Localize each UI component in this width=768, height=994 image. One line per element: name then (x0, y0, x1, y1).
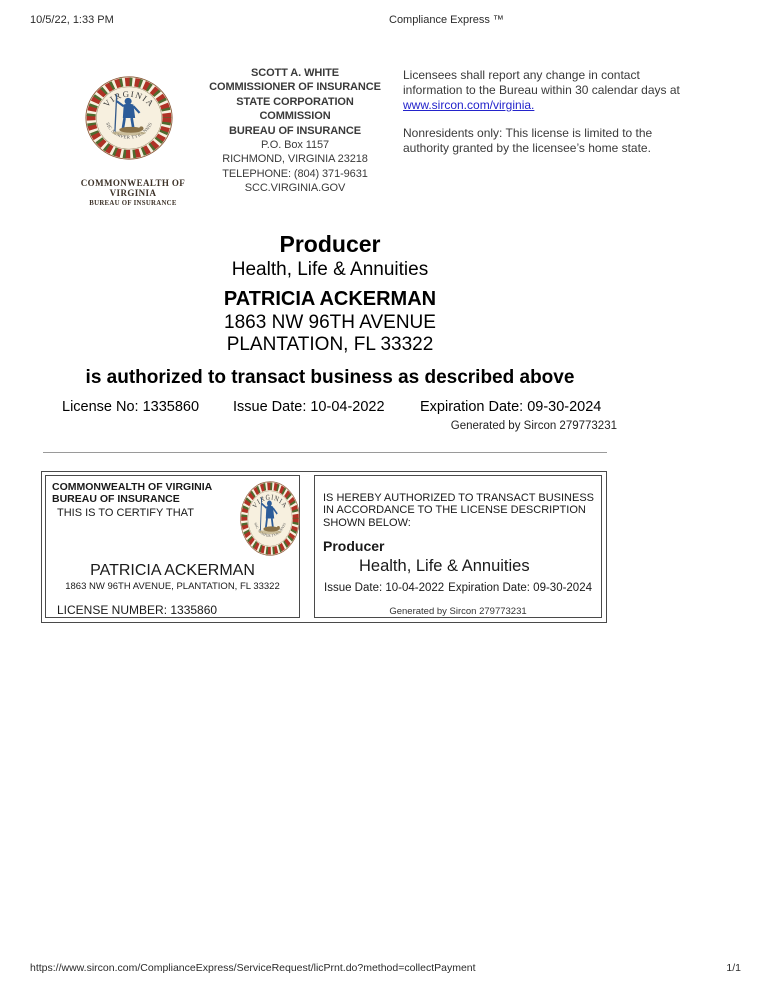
license-body (33, 231, 627, 389)
authorization-statement: is authorized to transact business as described above (85, 367, 575, 388)
footer-url: https://www.sircon.com/ComplianceExpress/ServiceRequest/licPrnt.do?method=collectPayment (30, 962, 476, 974)
commissioner-line: COMMISSIONER OF INSURANCE (209, 81, 381, 94)
card-auth-line: IS HEREBY AUTHORIZED TO TRANSACT BUSINESS (323, 492, 594, 504)
commissioner-line: RICHMOND, VIRGINIA 23218 (222, 153, 368, 166)
print-title: Compliance Express ™ (389, 14, 504, 26)
commissioner-line: P.O. Box 1157 (260, 139, 329, 152)
line-of-authority: Health, Life & Annuities (231, 259, 429, 280)
commissioner-address-block (205, 66, 385, 196)
notice-line: information to the Bureau within 30 calendar days at (403, 82, 680, 97)
virginia-seal-image-small (240, 481, 300, 556)
license-number-field: License No: 1335860 (62, 399, 200, 415)
card-licensee-address: 1863 NW 96TH AVENUE, PLANTATION, FL 33322 (65, 581, 280, 592)
commissioner-line: COMMISSION (259, 110, 331, 123)
card-certify-text: THIS IS TO CERTIFY THAT (57, 507, 194, 519)
notice-line: authority granted by the licensee’s home state. (403, 141, 651, 156)
seal-caption-line: BUREAU OF INSURANCE (89, 200, 177, 207)
licensee-address-line2: PLANTATION, FL 33322 (226, 334, 434, 355)
notice-line: Licensees shall report any change in contact (403, 68, 640, 82)
card-generated-by-stamp: Generated by Sircon 279773231 (389, 606, 527, 617)
card-license-type: Producer (323, 538, 385, 555)
card-left-panel (45, 475, 300, 618)
licensee-notice-block (403, 68, 733, 156)
licensee-address-line1: 1863 NW 96TH AVENUE (224, 312, 436, 333)
card-auth-line: SHOWN BELOW: (323, 516, 411, 529)
card-issue-date: Issue Date: 10-04-2022 (324, 582, 445, 594)
virginia-seal-image (85, 76, 173, 160)
card-org-line2: BUREAU OF INSURANCE (52, 493, 180, 505)
licensee-name: PATRICIA ACKERMAN (223, 288, 437, 310)
generated-by-stamp: Generated by Sircon 279773231 (450, 420, 617, 432)
license-type-title: Producer (279, 231, 381, 257)
print-datetime: 10/5/22, 1:33 PM (30, 14, 114, 26)
commissioner-line: BUREAU OF INSURANCE (229, 124, 361, 137)
seal-caption (58, 178, 208, 208)
card-line-of-authority: Health, Life & Annuities (359, 557, 530, 576)
issue-date-field: Issue Date: 10-04-2022 (233, 399, 385, 415)
section-divider (43, 452, 607, 453)
license-card (41, 471, 607, 623)
notice-line: Nonresidents only: This license is limited to the (403, 126, 653, 141)
seal-caption-line: VIRGINIA (109, 188, 157, 198)
seal-caption-line: COMMONWEALTH OF (80, 178, 186, 188)
card-licensee-name: PATRICIA ACKERMAN (90, 562, 255, 579)
card-dates-row (324, 582, 592, 594)
card-auth-line: IN ACCORDANCE TO THE LICENSE DESCRIPTION (323, 504, 586, 517)
card-authorization-text (323, 492, 601, 529)
card-right-panel (314, 475, 602, 618)
commissioner-line: SCC.VIRGINIA.GOV (244, 182, 346, 195)
commissioner-line: TELEPHONE: (804) 371-9631 (222, 167, 368, 180)
expiration-date-field: Expiration Date: 09-30-2024 (420, 399, 602, 415)
card-license-number: LICENSE NUMBER: 1335860 (57, 603, 218, 617)
page-number: 1/1 (726, 962, 741, 974)
commissioner-line: SCOTT A. WHITE (250, 67, 340, 79)
sircon-virginia-link[interactable]: www.sircon.com/virginia. (403, 97, 535, 112)
card-org-line1: COMMONWEALTH OF VIRGINIA (52, 481, 213, 493)
commissioner-line: STATE CORPORATION (236, 95, 354, 108)
notice-spacer (403, 112, 733, 126)
card-expiration-date: Expiration Date: 09-30-2024 (448, 582, 592, 594)
